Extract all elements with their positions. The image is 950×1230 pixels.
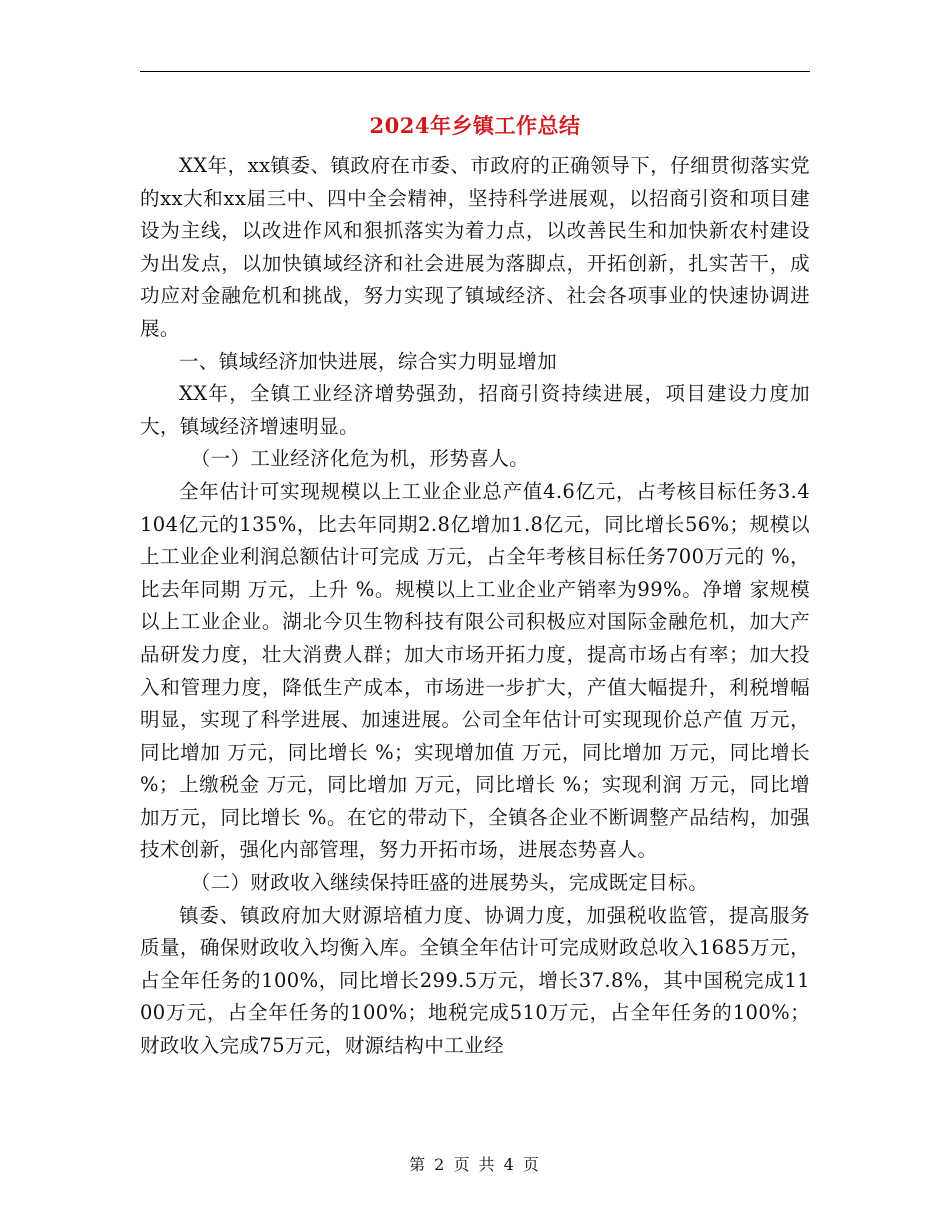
paragraph-industrial-economy: 全年估计可实现规模以上工业企业总产值4.6亿元，占考核目标任务3.4104亿元的135%，比去年同期2.8亿增加1.8亿元，同比增长56%；规模以上工业企业利润总额估计可完成 万元，占全年考核目标任务700万元的 %，比去年同期 万元，上升 %。规模以上工业企业产销率为99%。净增 家规模以上工业企业。湖北今贝生物科技有限公司积极应对国际金融危机，加大产品研发力度，壮大消费人群；加大市场开拓力度，提高市场占有率；加大投入和管理力度，降低生产成本，市场进一步扩大，产值大幅提升，利税增幅明显，实现了科学进展、加速进展。公司全年估计可实现现价总产值 万元，同比增加 万元，同比增长 %；实现增加值 万元，同比增加 万元，同比增长 %；上缴税金 万元，同比增加 万元，同比增长 %；实现利润 万元，同比增加万元，同比增长 %。在它的带动下，全镇各企业不断调整产品结构，加强技术创新，强化内部管理，努力开拓市场，进展态势喜人。 (140, 479, 810, 862)
paragraph-section-1-summary: XX年，全镇工业经济增势强劲，招商引资持续进展，项目建设力度加大，镇域经济增速明显。 (140, 382, 810, 438)
section-heading-1: 一、镇域经济加快进展，综合实力明显增加 (179, 349, 558, 373)
document-body (140, 150, 810, 1063)
paragraph-fiscal-revenue: 镇委、镇政府加大财源培植力度、协调力度，加强税收监管，提高服务质量，确保财政收入均衡入库。全镇全年估计可完成财政总收入1685万元，占全年任务的100%，同比增长299.5万元，增长37.8%，其中国税完成1100万元，占全年任务的100%；地税完成510万元，占全年任务的100%；财政收入完成75万元，财源结构中工业经 (140, 903, 810, 1058)
page-number-footer: 第 2 页 共 4 页 (409, 1155, 541, 1174)
document-title: 2024年乡镇工作总结 (369, 113, 581, 138)
subheading-fiscal-revenue: （二）财政收入继续保持旺盛的进展势头，完成既定目标。 (190, 871, 709, 895)
paragraph-intro: XX年，xx镇委、镇政府在市委、市政府的正确领导下，仔细贯彻落实党的xx大和xx届三中、四中全会精神，坚持科学进展观，以招商引资和项目建设为主线，以改进作风和狠抓落实为着力点，以改善民生和加快新农村建设为出发点，以加快镇域经济和社会进展为落脚点，开拓创新，扎实苦干，成功应对金融危机和挑战，努力实现了镇域经济、社会各项事业的快速协调进展。 (140, 154, 810, 340)
header-rule (140, 71, 810, 72)
subheading-industrial-economy: （一）工业经济化危为机，形势喜人。 (190, 447, 529, 471)
